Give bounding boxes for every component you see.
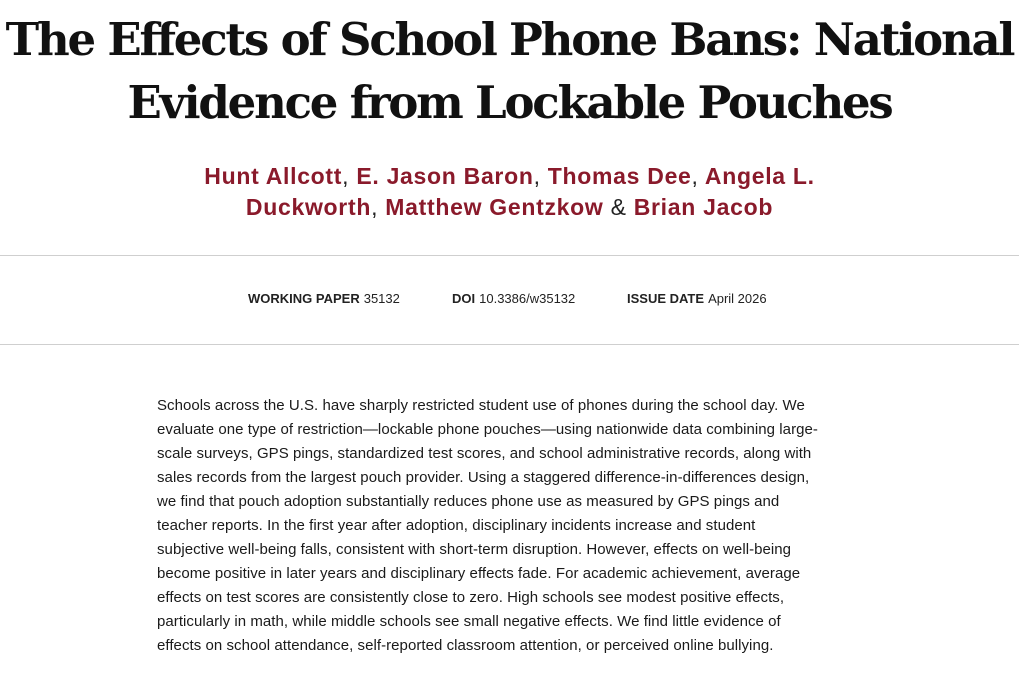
- working-paper-label: WORKING PAPER: [248, 291, 360, 306]
- author-separator: ,: [342, 163, 350, 189]
- author-separator: ,: [533, 163, 541, 189]
- divider-bottom: [0, 344, 1019, 345]
- abstract-line: become positive in later years and disciplinary effects fade. For academic achievement, average: [157, 565, 801, 582]
- author-list: [0, 161, 1019, 223]
- author-link-allcott[interactable]: Hunt Allcott: [204, 163, 343, 189]
- issue-date-value: April 2026: [708, 291, 767, 306]
- issue-date-label: ISSUE DATE: [627, 291, 705, 306]
- working-paper-value: 35132: [363, 291, 400, 306]
- abstract-line: sales records from the largest pouch provider. Using a staggered difference-in-differences design,: [157, 469, 810, 486]
- paper-title-line: Evidence from Lockable Pouches: [127, 76, 892, 129]
- author-link-duckworth[interactable]: Angela L.: [704, 163, 815, 189]
- paper-title: [0, 8, 1019, 134]
- author-link-dee[interactable]: Thomas Dee: [547, 163, 692, 189]
- doi-value: 10.3386/w35132: [479, 291, 576, 306]
- abstract-line: Schools across the U.S. have sharply restricted student use of phones during the school day. We: [157, 397, 805, 414]
- author-line-2: [0, 192, 1019, 223]
- author-separator: ,: [371, 194, 379, 220]
- abstract-line: particularly in math, while middle schools see small negative effects. We find little evidence of: [157, 613, 781, 630]
- abstract-line: effects on test scores are consistently close to zero. High schools see modest positive effects,: [157, 589, 785, 606]
- paper-meta: [0, 291, 1019, 309]
- working-paper-number: [248, 291, 400, 306]
- paper-title-line: The Effects of School Phone Bans: National: [5, 13, 1014, 66]
- abstract-line: we find that pouch adoption substantially reduces phone use as measured by GPS pings and: [157, 493, 780, 510]
- author-link-jacob[interactable]: Brian Jacob: [633, 194, 774, 220]
- author-separator: ,: [691, 163, 699, 189]
- doi-label: DOI: [452, 291, 476, 306]
- abstract-line: teacher reports. In the first year after adoption, disciplinary incidents increase and student: [157, 517, 756, 534]
- abstract-line: evaluate one type of restriction—lockable phone pouches—using nationwide data combining large-: [157, 421, 818, 438]
- abstract-line: subjective well-being falls, consistent with short-term disruption. However, effects on well-being: [157, 541, 792, 558]
- author-link-gentzkow[interactable]: Matthew Gentzkow: [385, 194, 604, 220]
- author-line-1: [0, 161, 1019, 192]
- author-link-baron[interactable]: E. Jason Baron: [356, 163, 534, 189]
- doi: [452, 291, 575, 306]
- author-ampersand: &: [610, 194, 627, 220]
- abstract: [157, 394, 867, 658]
- abstract-line: scale surveys, GPS pings, standardized test scores, and school administrative records, along with: [157, 445, 812, 462]
- issue-date: [627, 291, 767, 306]
- author-link-duckworth[interactable]: Duckworth: [245, 194, 372, 220]
- abstract-line: effects on school attendance, self-reported classroom attention, or perceived online bullying.: [157, 637, 774, 654]
- divider-top: [0, 255, 1019, 256]
